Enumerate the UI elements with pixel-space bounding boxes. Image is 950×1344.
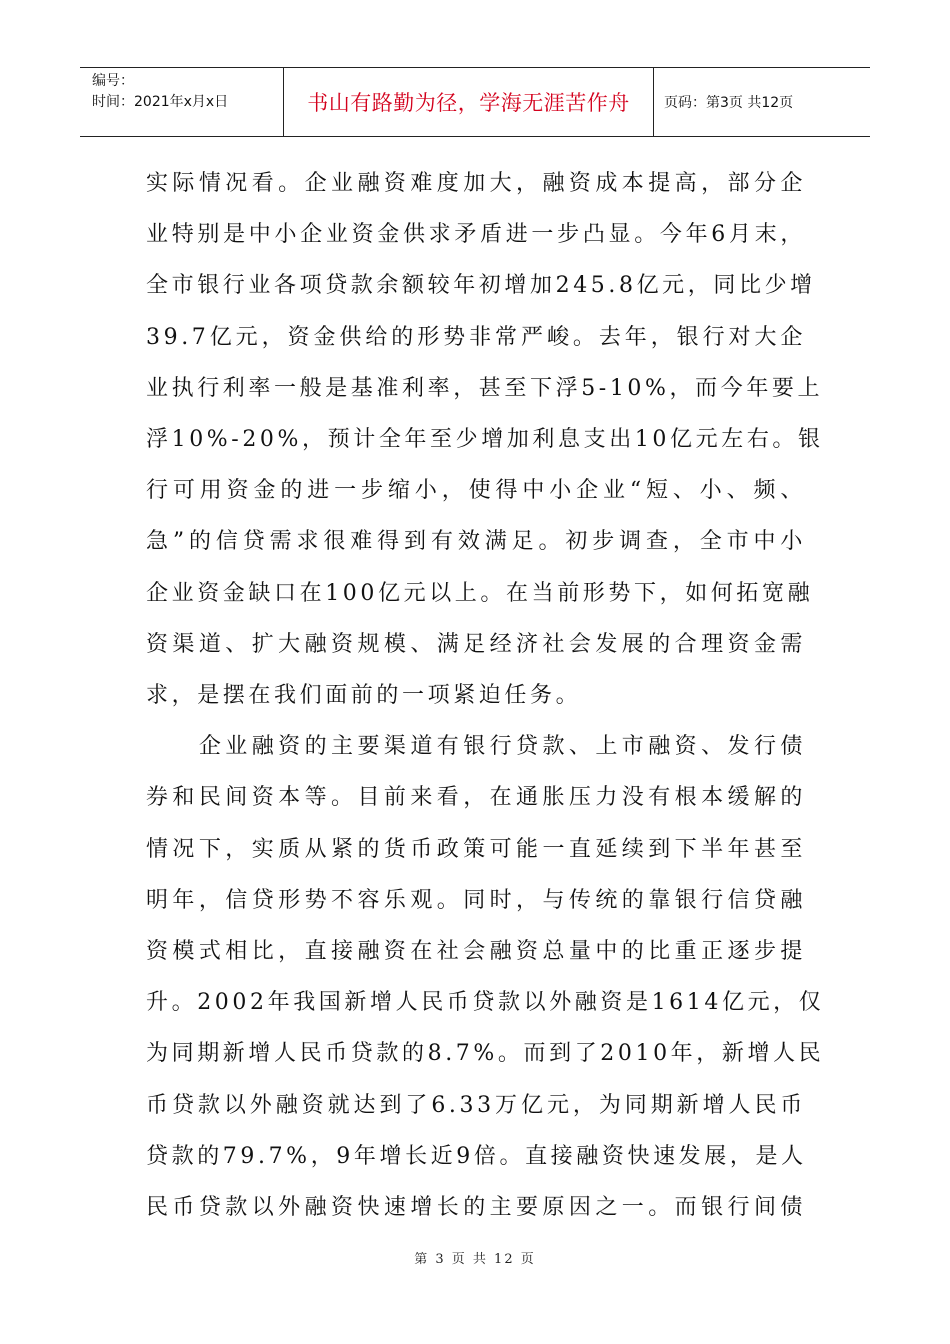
- header-page-info: 页码：第3页 共12页: [664, 95, 794, 111]
- header-meta: [80, 68, 283, 136]
- text-line: 资渠道、扩大融资规模、满足经济社会发展的合理资金需: [146, 631, 806, 657]
- text-line: 情况下，实质从紧的货币政策可能一直延续到下半年甚至: [146, 836, 806, 862]
- paragraph-2: [146, 721, 825, 1233]
- text-line: 企业融资的主要渠道有银行贷款、上市融资、发行债: [146, 734, 806, 760]
- text-line: 求，是摆在我们面前的一项紧迫任务。: [146, 683, 582, 709]
- text-line: 民币贷款以外融资快速增长的主要原因之一。而银行间债: [146, 1195, 806, 1221]
- text-line: 升。2002年我国新增人民币贷款以外融资是1614亿元，仅: [146, 990, 825, 1016]
- header-motto: 书山有路勤为径，学海无涯苦作舟: [283, 68, 654, 136]
- document-date-label: 时间：2021年x月x日: [92, 94, 229, 110]
- text-line: 企业资金缺口在100亿元以上。在当前形势下，如何拓宽融: [146, 580, 814, 606]
- text-line: 急”的信贷需求很难得到有效满足。初步调查，全市中小: [146, 529, 806, 555]
- paragraph-1: [146, 158, 824, 721]
- text-line: 浮10%-20%，预计全年至少增加利息支出10亿元左右。银: [146, 427, 824, 453]
- text-line: 全市银行业各项贷款余额较年初增加245.8亿元，同比少增: [146, 273, 816, 299]
- text-line: 实际情况看。企业融资难度加大，融资成本提高，部分企: [146, 171, 806, 196]
- text-line: 39.7亿元，资金供给的形势非常严峻。去年，银行对大企: [146, 324, 806, 350]
- text-line: 币贷款以外融资就达到了6.33万亿元，为同期新增人民币: [146, 1092, 806, 1118]
- document-body: [146, 158, 825, 1233]
- text-line: 资模式相比，直接融资在社会融资总量中的比重正逐步提: [146, 939, 806, 965]
- text-line: 明年，信贷形势不容乐观。同时，与传统的靠银行信贷融: [146, 887, 806, 913]
- page-header: [80, 67, 870, 137]
- document-number-label: 编号：: [92, 73, 134, 89]
- text-line: 行可用资金的进一步缩小，使得中小企业“短、小、频、: [146, 478, 806, 504]
- text-line: 为同期新增人民币贷款的8.7%。而到了2010年，新增人民: [146, 1041, 825, 1067]
- page-footer: 第 3 页 共 12 页: [414, 1252, 536, 1267]
- text-line: 业执行利率一般是基准利率，甚至下浮5-10%，而今年要上: [146, 375, 824, 401]
- text-line: 贷款的79.7%，9年增长近9倍。直接融资快速发展，是人: [146, 1143, 807, 1169]
- text-line: 券和民间资本等。目前来看，在通胀压力没有根本缓解的: [146, 785, 806, 811]
- text-line: 业特别是中小企业资金供求矛盾进一步凸显。今年6月末，: [146, 222, 806, 248]
